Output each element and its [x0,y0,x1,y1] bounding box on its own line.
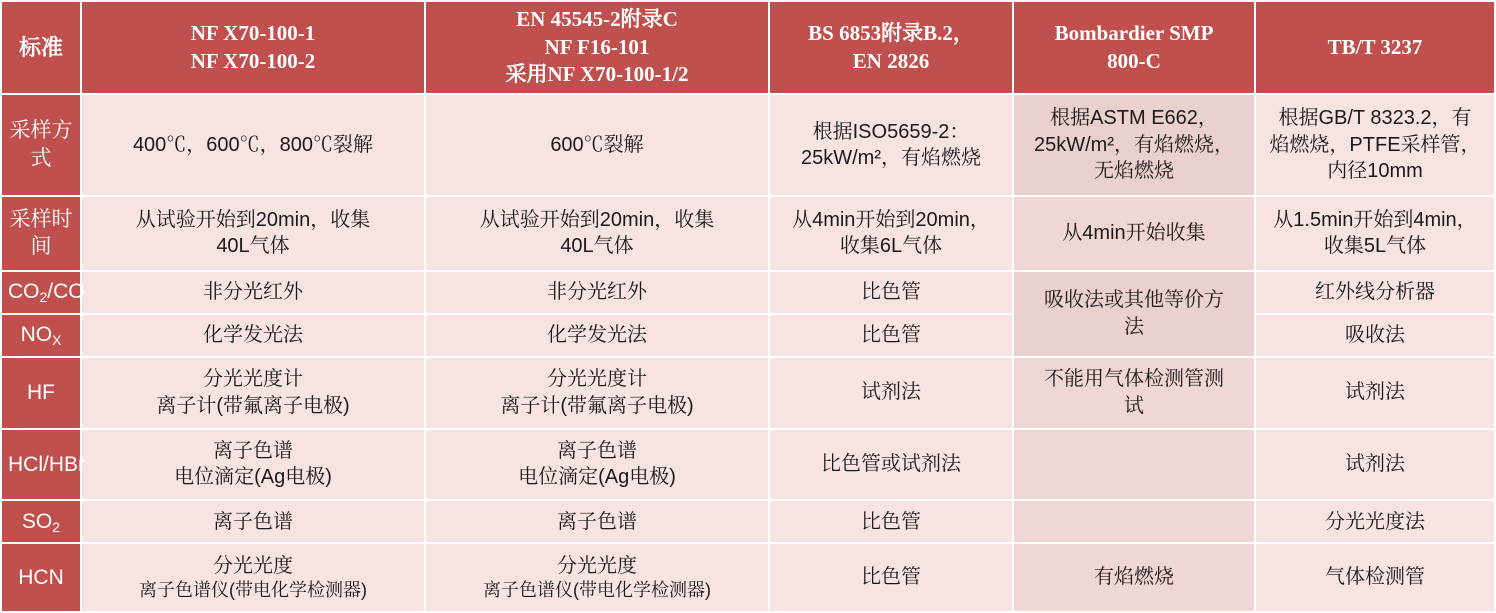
table-cell [425,271,769,314]
table-cell [81,429,425,501]
cell-line: 根据ASTM E662， [1050,107,1218,130]
table-cell-merged [1013,271,1255,357]
cell-line: 化学发光法 [547,324,647,347]
table-cell [425,196,769,271]
header-line: EN 2826 [852,48,930,73]
cell-line: 离子色谱 [557,439,637,462]
table-cell [769,196,1013,271]
row-label: HCl/HBr [1,429,81,501]
cell-line: 无焰燃烧 [1094,160,1174,183]
table-cell [1255,357,1495,429]
table-cell [1013,357,1255,429]
cell-line: 分光光度计 [203,368,303,391]
cell-line: 焰燃烧，PTFE采样管， [1269,133,1481,156]
table-cell [1255,94,1495,196]
header-line: BS 6853附录B.2， [808,20,974,45]
cell-line: 非分光红外 [203,281,303,304]
cell-line: 25kW/m²，有焰燃烧 [801,147,981,170]
header-line: NF F16-101 [544,34,650,59]
header-line: 800-C [1107,48,1161,73]
table-body [1,94,1495,612]
header-line: TB/T 3237 [1327,34,1423,59]
cell-line: 离子色谱 [557,510,637,533]
table-cell [1013,500,1255,543]
cell-line: 40L气体 [216,235,290,258]
table-cell [1013,543,1255,612]
header-cell-bombardier [1013,1,1255,94]
cell-line: 气体检测管 [1325,566,1425,589]
cell-line: 从试验开始到20min，收集 [479,208,715,231]
table-cell [1255,429,1495,501]
table-cell [769,314,1013,357]
table-cell [425,314,769,357]
table-row [1,500,1495,543]
table-cell [425,543,769,612]
row-label: 采样时间 [1,196,81,271]
table-cell [81,500,425,543]
cell-line: 分光光度 [213,554,293,577]
header-line: 采用NF X70-100-1/2 [505,62,689,87]
cell-line: 比色管或试剂法 [821,453,961,476]
cell-line: 电位滴定(Ag电极) [518,466,676,489]
row-label: $SO_2$ [1,500,81,543]
cell-line: 吸收法或其他等价方 [1044,289,1224,312]
table-row [1,357,1495,429]
table-row [1,429,1495,501]
cell-line: 试 [1124,394,1144,417]
cell-line: 红外线分析器 [1315,281,1435,304]
cell-line: 从1.5min开始到4min， [1273,208,1477,231]
table-cell [769,357,1013,429]
header-cell-tbt-3237 [1255,1,1495,94]
table-cell [1255,500,1495,543]
row-label: $NO_X$ [1,314,81,357]
cell-line: 收集5L气体 [1323,235,1427,258]
table-header [1,1,1495,94]
cell-line: 40L气体 [560,235,634,258]
cell-line: 从4min开始到20min， [792,208,990,231]
cell-line: 离子色谱 [213,510,293,533]
header-line: 标准 [18,35,63,61]
cell-line: 比色管 [861,324,921,347]
cell-line: 600℃裂解 [550,133,644,156]
table-cell [81,271,425,314]
header-cell-nf-x70 [81,1,425,94]
cell-line: 分光光度法 [1325,510,1425,533]
cell-line: 试剂法 [861,381,921,404]
table-cell [1255,196,1495,271]
cell-line: 比色管 [861,566,921,589]
cell-line: 从4min开始收集 [1062,222,1206,245]
table-cell [81,94,425,196]
header-line: EN 45545-2附录C [516,7,678,31]
cell-line: 非分光红外 [547,281,647,304]
cell-line: 吸收法 [1345,324,1405,347]
cell-line: 收集6L气体 [839,235,943,258]
cell-line: 离子色谱仪(带电化学检测器) [483,579,711,600]
table-row [1,314,1495,357]
table-cell [1255,543,1495,612]
table-cell [81,543,425,612]
table-cell [769,271,1013,314]
table-cell [1013,196,1255,271]
table-row [1,271,1495,314]
header-cell-en-45545 [425,1,769,94]
cell-line: 25kW/m²，有焰燃烧， [1034,133,1234,156]
cell-line: 根据GB/T 8323.2，有 [1278,107,1472,130]
row-label: $CO_2/CO$ [1,271,81,314]
cell-line: 离子色谱仪(带电化学检测器) [139,579,367,600]
header-row [1,1,1495,94]
cell-line: 离子计(带氟离子电极) [500,394,694,417]
header-cell-bs-6853 [769,1,1013,94]
table-cell [81,314,425,357]
cell-line: 分光光度 [557,554,637,577]
cell-line: 试剂法 [1345,453,1405,476]
cell-line: 比色管 [861,281,921,304]
table-cell [81,196,425,271]
table-cell [425,94,769,196]
table-cell [425,500,769,543]
cell-line: 试剂法 [1345,381,1405,404]
cell-line: 400℃，600℃，800℃裂解 [132,133,374,156]
table-cell [769,94,1013,196]
cell-line: 不能用气体检测管测 [1044,368,1224,391]
header-cell-standard [1,1,81,94]
table-row [1,94,1495,196]
table-row [1,543,1495,612]
cell-line: 化学发光法 [203,324,303,347]
table-cell [769,429,1013,501]
cell-line: 法 [1124,315,1144,338]
table-cell [1255,314,1495,357]
cell-line: 离子计(带氟离子电极) [156,394,350,417]
table-cell [1013,94,1255,196]
table-cell [769,500,1013,543]
cell-line: 分光光度计 [547,368,647,391]
header-line: Bombardier SMP [1054,20,1214,45]
row-label: HF [1,357,81,429]
row-label: 采样方式 [1,94,81,196]
cell-line: 有焰燃烧 [1094,566,1174,589]
table-row [1,196,1495,271]
cell-line: 电位滴定(Ag电极) [174,466,332,489]
cell-line: 内径10mm [1327,160,1423,183]
table-cell [1255,271,1495,314]
row-label: HCN [1,543,81,612]
table-cell [425,429,769,501]
table-cell [81,357,425,429]
cell-line: 从试验开始到20min，收集 [135,208,371,231]
table-cell [1013,429,1255,501]
header-line: NF X70-100-1 [190,20,316,45]
cell-line: 比色管 [861,510,921,533]
cell-line: 根据ISO5659-2： [812,120,970,143]
header-line: NF X70-100-2 [190,48,316,73]
table-cell [425,357,769,429]
table-cell [769,543,1013,612]
cell-line: 离子色谱 [213,439,293,462]
